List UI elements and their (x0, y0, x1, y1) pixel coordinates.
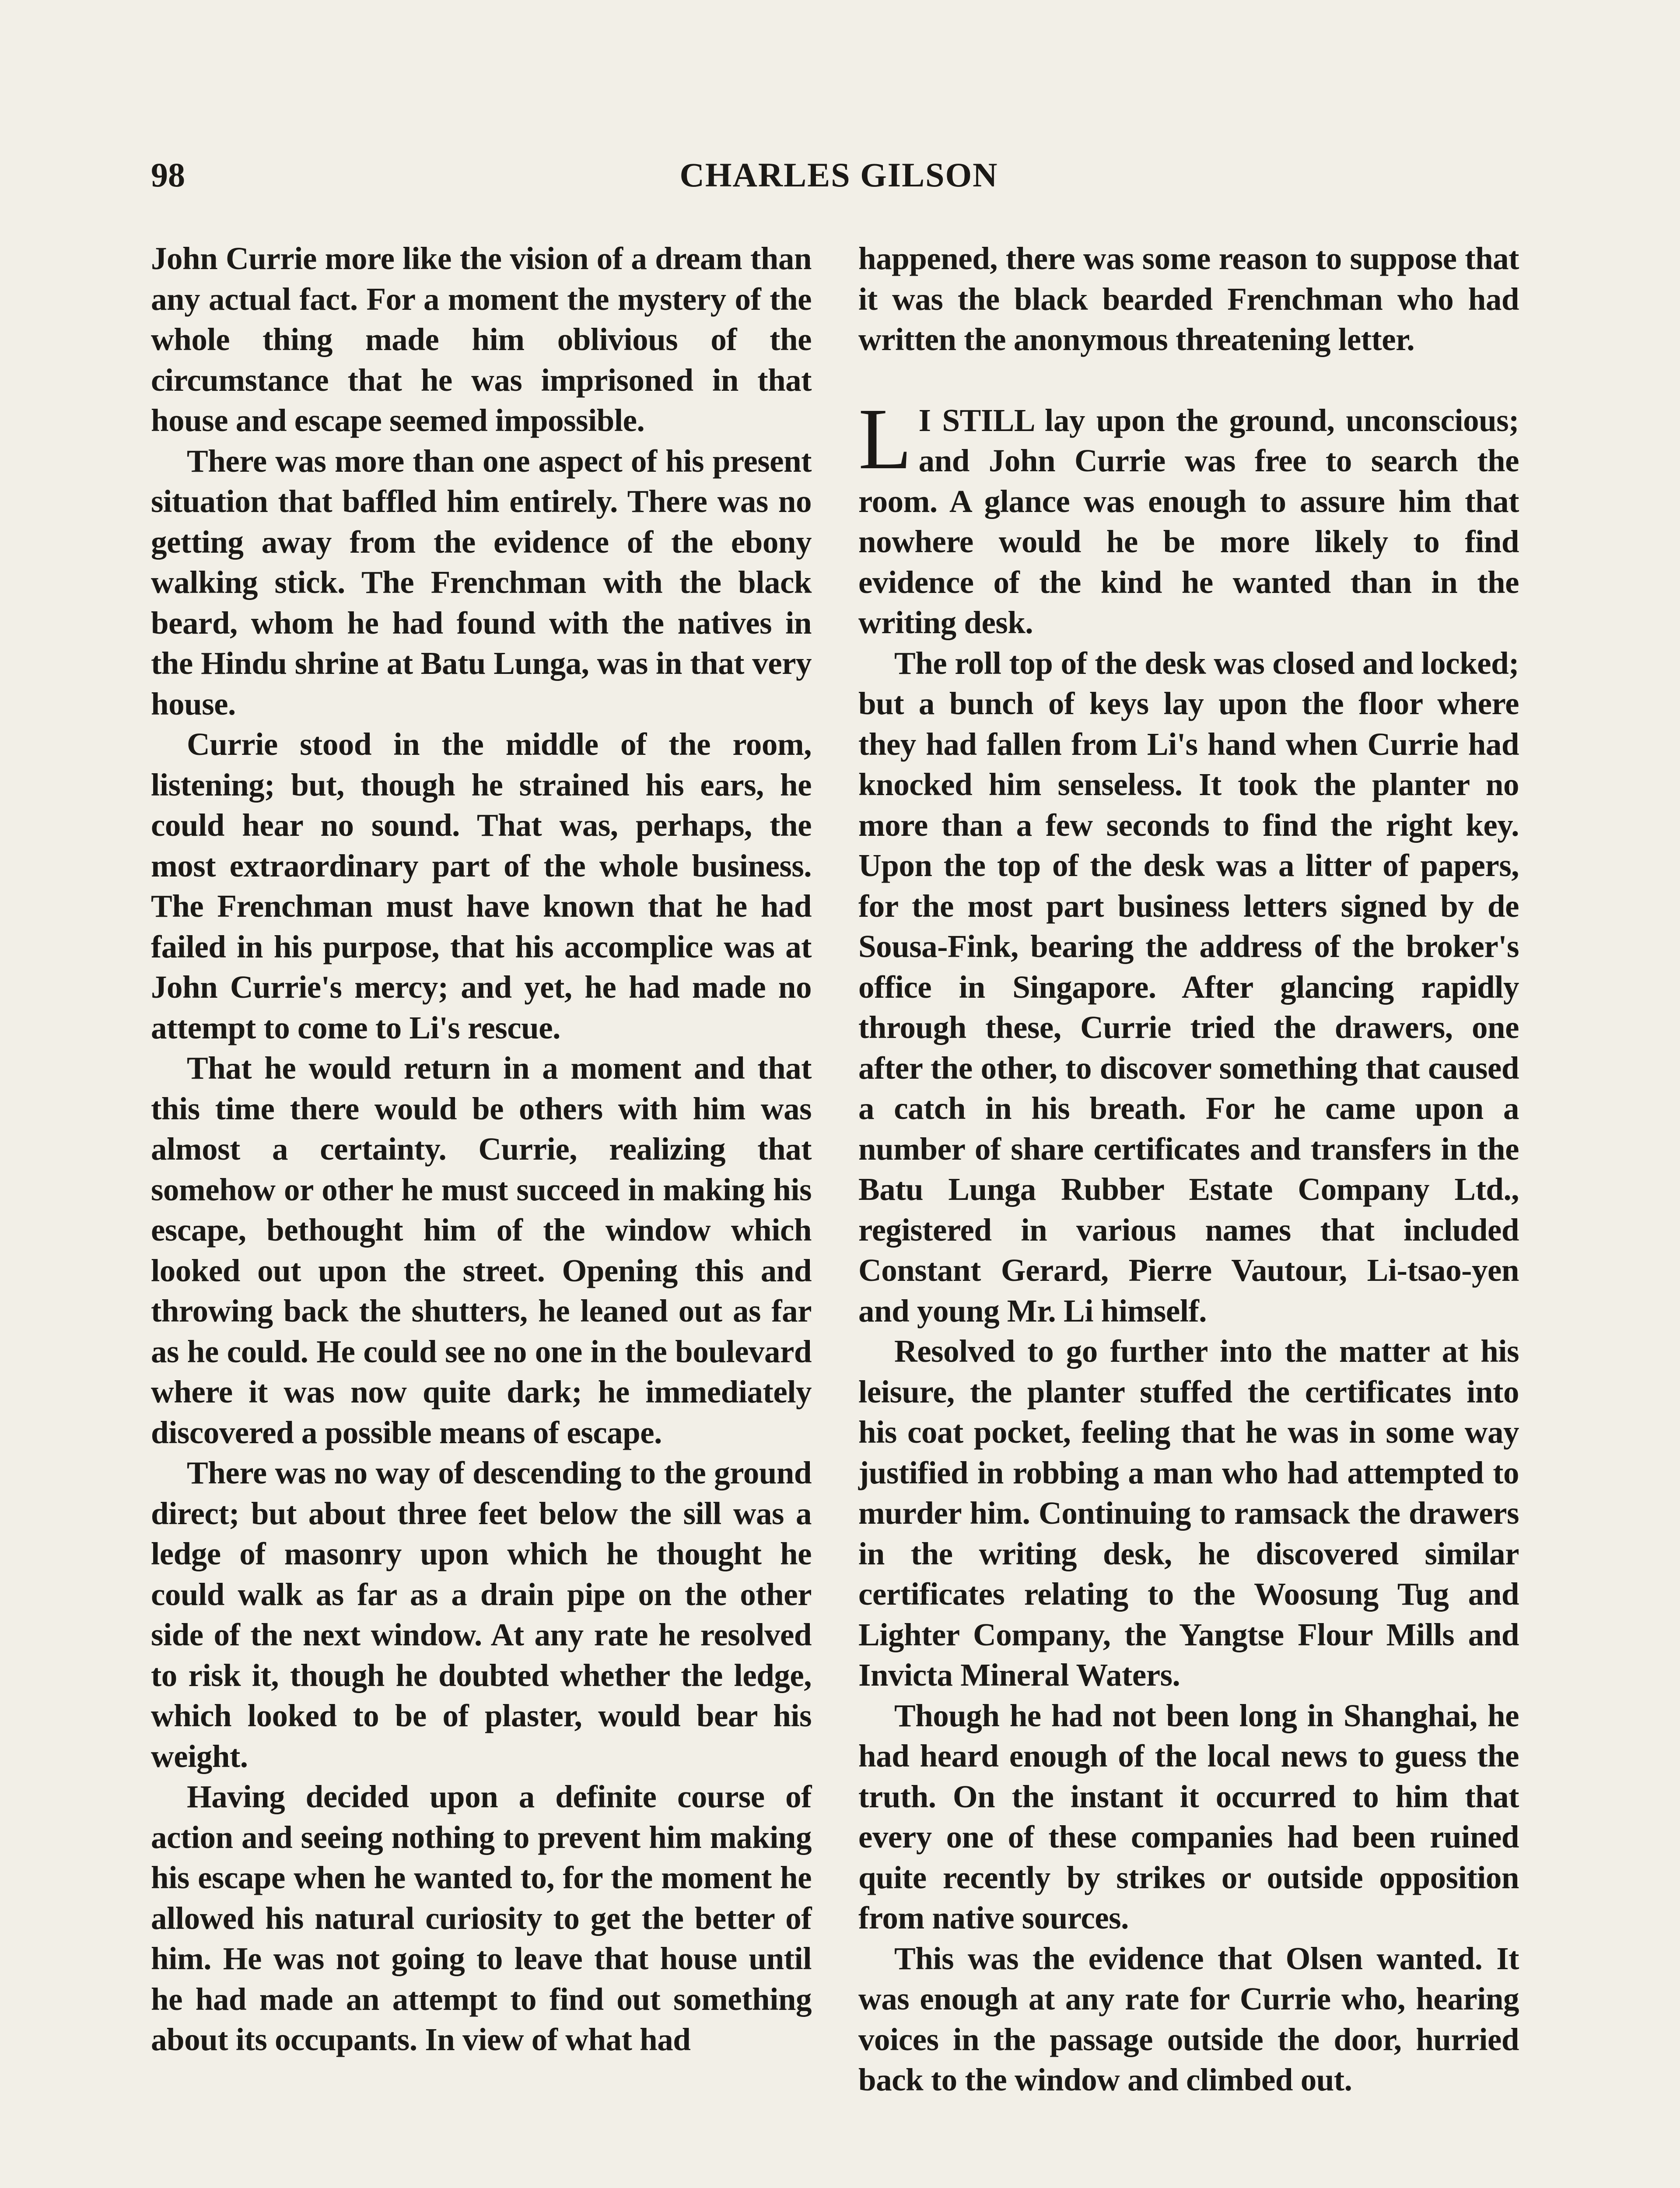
paragraph: There was more than one aspect of his present situation that baffled him entirely. There was no getting away from the evidence of the ebony walking stick. The Frenchman with the black beard, whom he had found with the natives in the Hindu shrine at Batu Lunga, was in that very house. (151, 443, 812, 722)
paragraph: That he would return in a moment and that this time there would be others with him was almost a certainty. Currie, realizing that somehow or other he must succeed in making his escape, bethought him of the window which looked out upon the street. Opening this and throwing back the shutters, he leaned out as far as he could. He could see no one in the boulevard where it was now quite dark; he immediately discovered a possible means of escape. (151, 1050, 812, 1450)
right-column (858, 238, 1519, 2100)
paragraph: Having decided upon a definite course of action and seeing nothing to prevent him making his escape when he wanted to, for the moment he allowed his natural curiosity to get the better of him. He was not going to leave that house until he had made an attempt to find out something about its occupants. In view of what had (151, 1779, 812, 2057)
section-opening-text: I STILL lay upon the ground, unconscious; and John Currie was free to search the room. A glance was enough to assure him that nowhere would he be more likely to find evidence of the kind he wanted than in the writing desk. (858, 402, 1519, 640)
running-head: CHARLES GILSON (679, 156, 998, 194)
paragraph: Resolved to go further into the matter at his leisure, the planter stuffed the certificates into his coat pocket, feeling that he was in some way justified in robbing a man who had attempted to murder him. Continuing to ramsack the drawers in the writing desk, he discovered similar certificates relating to the Woosung Tug and Lighter Company, the Yangtse Flour Mills and Invicta Mineral Waters. (858, 1333, 1519, 1693)
paragraph: Currie stood in the middle of the room, listening; but, though he strained his ears, he could hear no sound. That was, perhaps, the most extraordinary part of the whole business. The Frenchman must have known that he had failed in his purpose, that his accomplice was at John Currie's mercy; and yet, he had made no attempt to come to Li's rescue. (151, 726, 812, 1045)
paragraph: Though he had not been long in Shanghai, he had heard enough of the local news to guess the truth. On the instant it occurred to him that every one of these companies had been ruined quite recently by strikes or outside opposition from native sources. (858, 1697, 1519, 1936)
paragraph: The roll top of the desk was closed and locked; but a bunch of keys lay upon the floor where they had fallen from Li's hand when Currie had knocked him senseless. It took the planter no more than a few seconds to find the right key. Upon the top of the desk was a litter of papers, for the most part business letters signed by de Sousa-Fink, bearing the address of the broker's office in Singapore. After glancing rapidly through these, Currie tried the drawers, one after the other, to discover something that caused a catch in his breath. For he came upon a number of share certificates and transfers in the Batu Lunga Rubber Estate Company Ltd., registered in various names that included Constant Gerard, Pierre Vautour, Li-tsao-yen and young Mr. Li himself. (858, 645, 1519, 1329)
page-number: 98 (151, 156, 185, 194)
left-column (151, 238, 812, 2060)
section-opening-paragraph (858, 390, 1519, 643)
continuation-paragraph: happened, there was some reason to suppose that it was the black bearded Frenchman who had written the anonymous threatening letter. (858, 241, 1519, 357)
paragraph: John Currie more like the vision of a dream than any actual fact. For a moment the mystery of the whole thing made him oblivious of the circumstance that he was imprisoned in that house and escape seemed impossible. (151, 241, 812, 438)
paragraph: This was the evidence that Olsen wanted. It was enough at any rate for Currie who, hearing voices in the passage outside the door, hurried back to the window and climbed out. (858, 1940, 1519, 2097)
drop-cap: L (858, 390, 912, 487)
page-header (151, 151, 1527, 199)
paragraph: There was no way of descending to the ground direct; but about three feet below the sill was a ledge of masonry upon which he thought he could walk as far as a drain pipe on the other side of the next window. At any rate he resolved to risk it, though he doubted whether the ledge, which looked to be of plaster, would bear his weight. (151, 1455, 812, 1774)
